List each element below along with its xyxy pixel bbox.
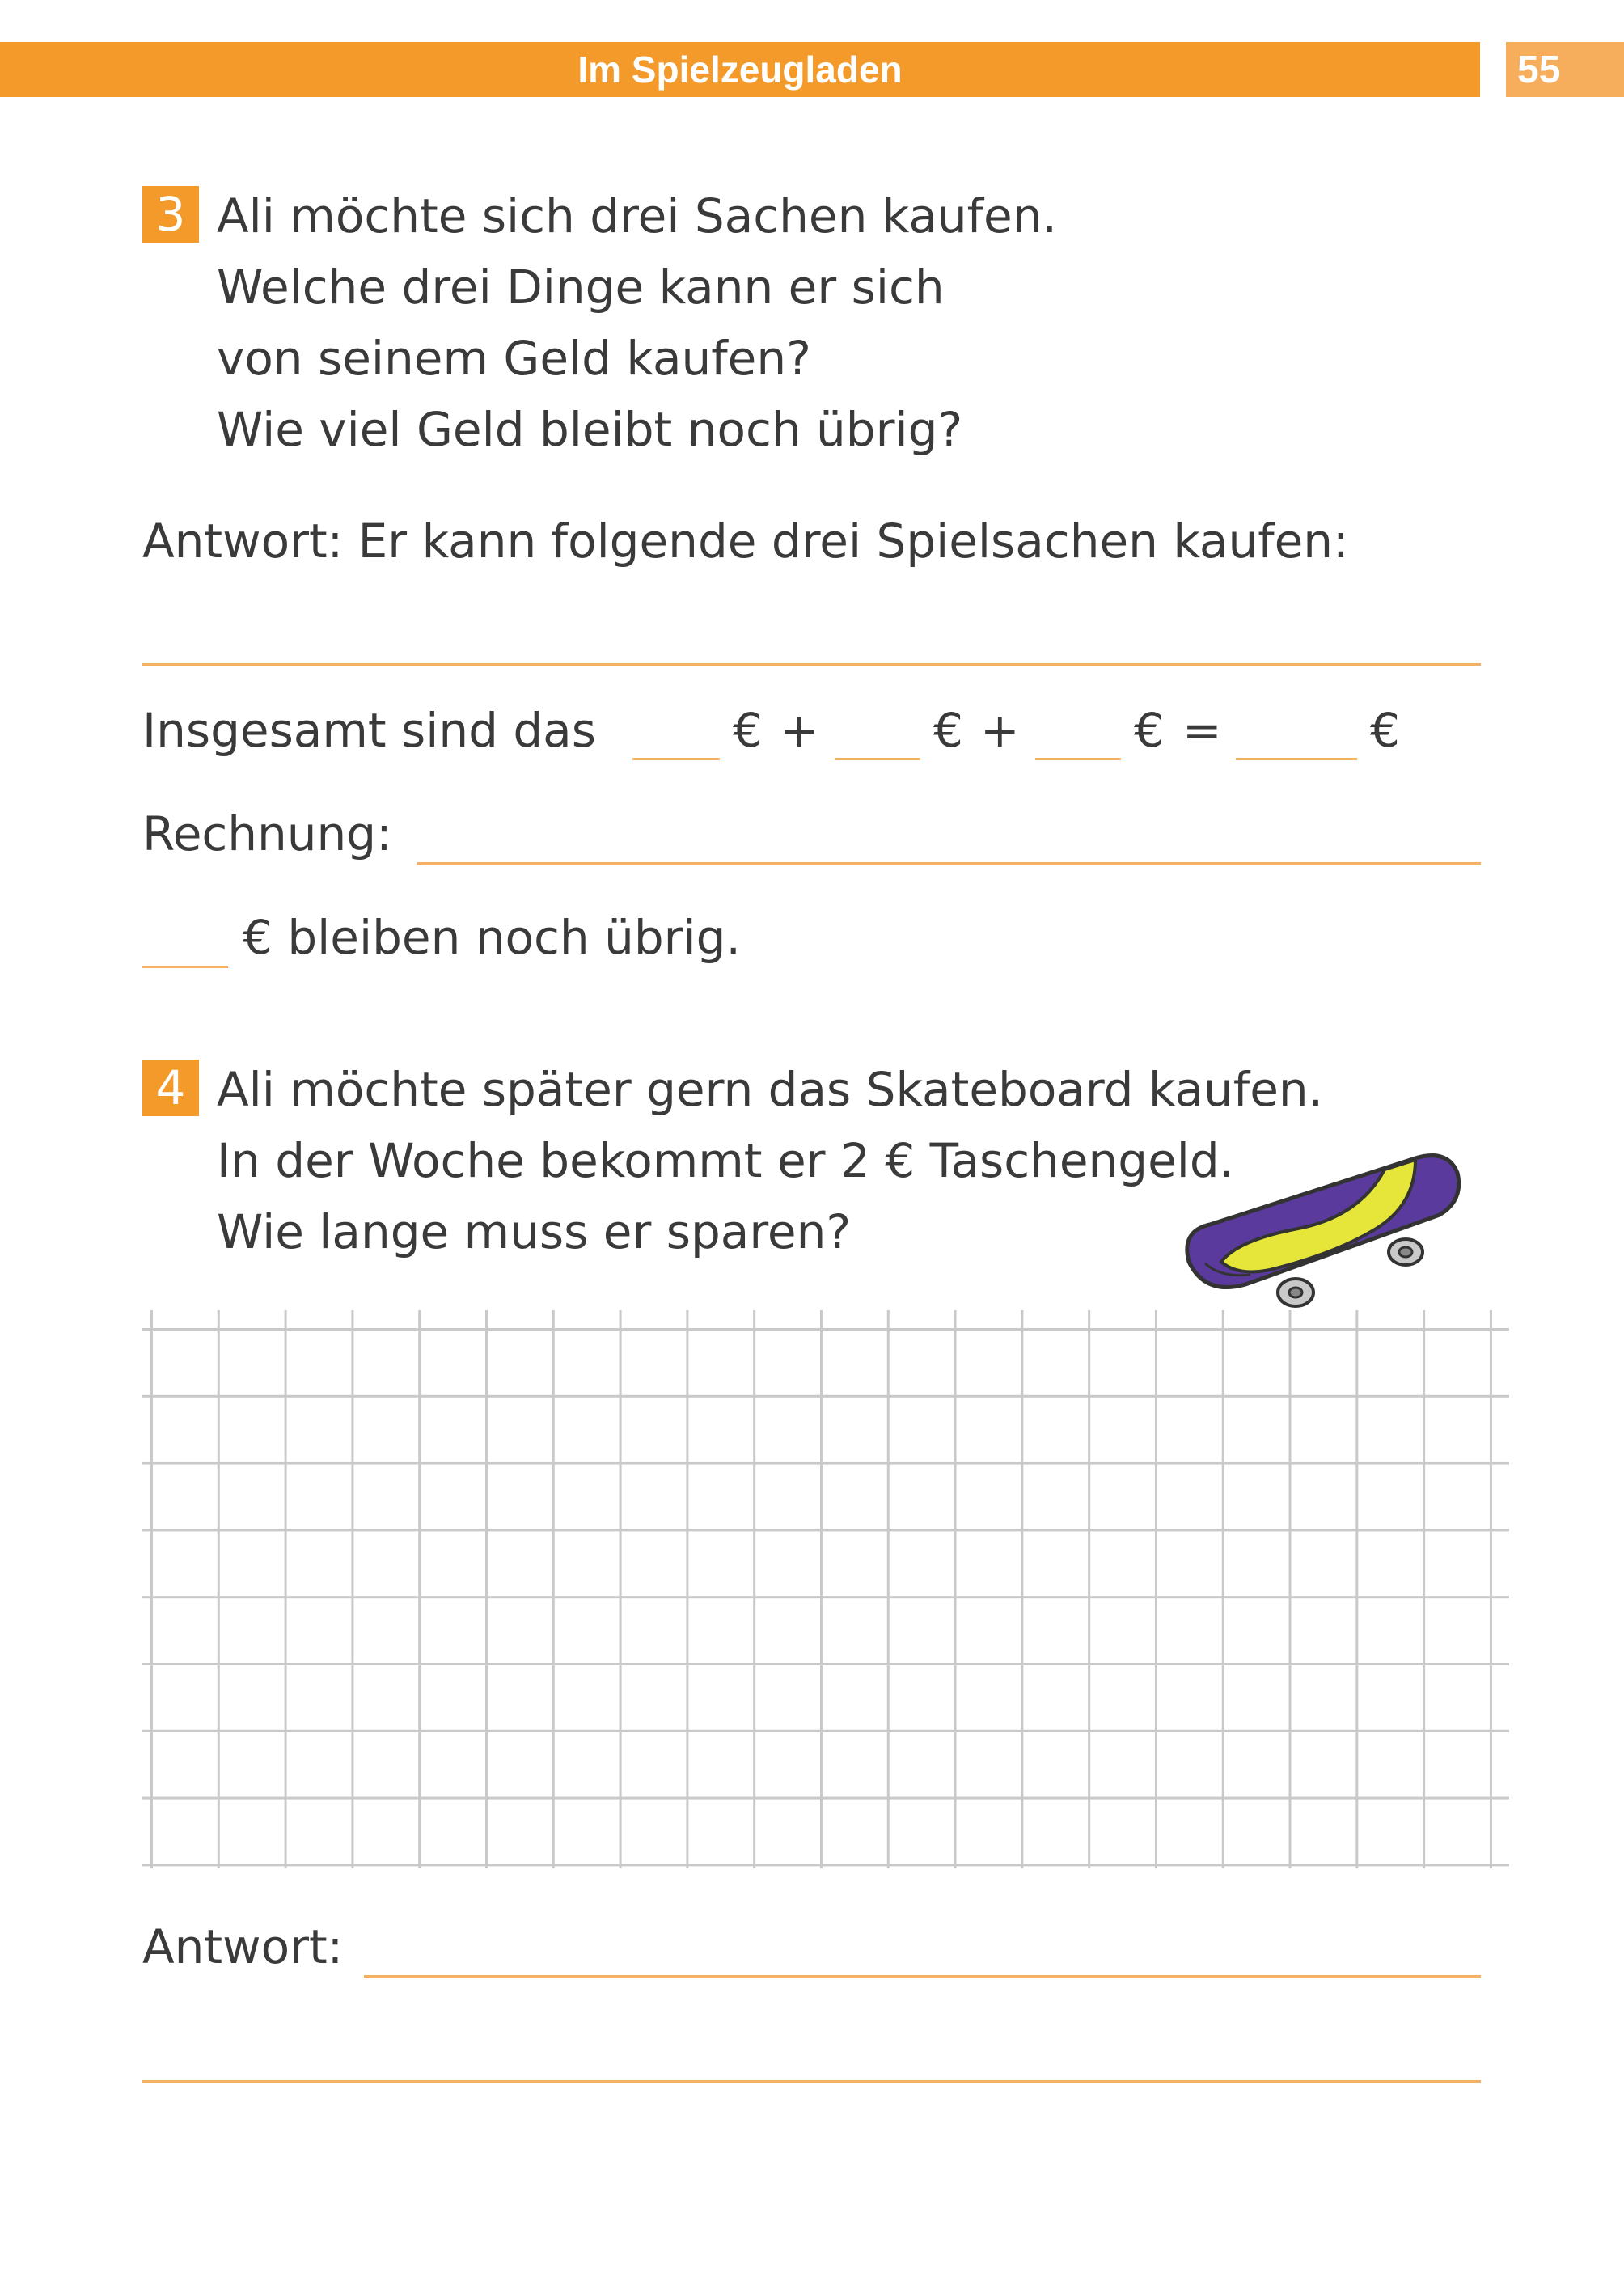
euro-sign: €	[933, 703, 963, 758]
answer-line-1[interactable]	[142, 663, 1481, 666]
page-number: 55	[1517, 48, 1561, 91]
task4-line-1: Ali möchte später gern das Skateboard kaufen.	[217, 1062, 1324, 1117]
task-number-badge: 3	[142, 186, 199, 243]
amount-blank-1[interactable]	[632, 758, 720, 760]
task3-line-4: Wie viel Geld bleibt noch übrig?	[217, 402, 963, 457]
answer-line-3[interactable]	[142, 2080, 1481, 2083]
task4-line-2: In der Woche bekommt er 2 € Taschengeld.	[217, 1133, 1235, 1188]
total-blank[interactable]	[1236, 758, 1357, 760]
page-title: Im Spielzeugladen	[577, 49, 903, 91]
grid-area[interactable]	[142, 1310, 1509, 1868]
equals-sign: =	[1182, 703, 1222, 758]
skateboard-icon	[1173, 1140, 1472, 1318]
euro-sign: €	[733, 703, 763, 758]
task4-line-3: Wie lange muss er sparen?	[217, 1204, 852, 1259]
calculation-line[interactable]	[417, 862, 1481, 865]
task3-answer-label: Antwort: Er kann folgende drei Spielsachen kaufen:	[142, 514, 1349, 569]
amount-blank-2[interactable]	[835, 758, 920, 760]
euro-sign: €	[1134, 703, 1164, 758]
remaining-blank[interactable]	[142, 966, 228, 968]
remaining-label: € bleiben noch übrig.	[243, 910, 741, 965]
task3-line-2: Welche drei Dinge kann er sich	[217, 260, 945, 315]
plus-sign: +	[980, 703, 1020, 758]
header-bar	[0, 42, 1480, 97]
task3-line-3: von seinem Geld kaufen?	[217, 331, 811, 386]
plus-sign: +	[780, 703, 819, 758]
total-label: Insgesamt sind das	[142, 703, 596, 758]
euro-sign: €	[1370, 703, 1400, 758]
task4-answer-label: Antwort:	[142, 1919, 344, 1974]
task-number-badge: 4	[142, 1060, 199, 1116]
amount-blank-3[interactable]	[1035, 758, 1121, 760]
page-number-box	[1506, 42, 1624, 97]
calculation-label: Rechnung:	[142, 806, 392, 861]
task3-line-1: Ali möchte sich drei Sachen kaufen.	[217, 188, 1057, 243]
answer-line-2[interactable]	[364, 1975, 1481, 1978]
